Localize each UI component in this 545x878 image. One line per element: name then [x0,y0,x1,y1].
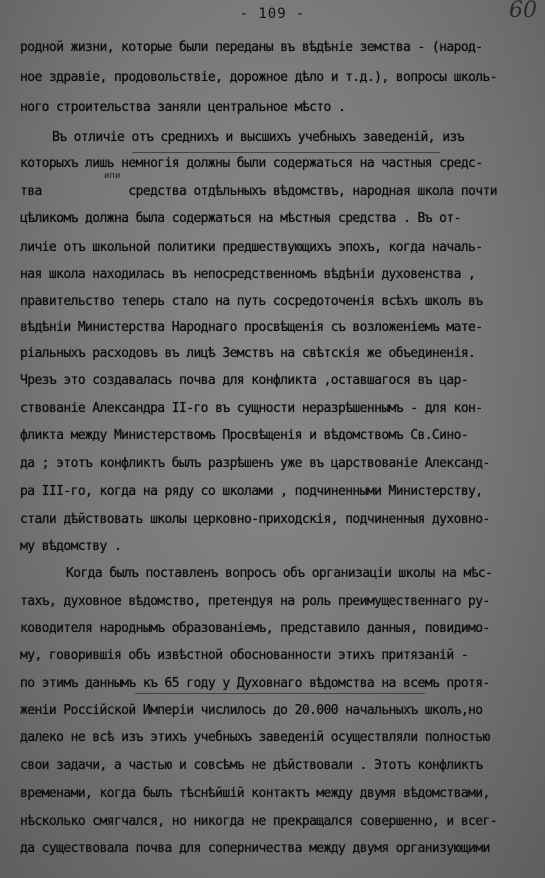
text-line: ра III-го, когда на ряду со школами , подчиненными Министерству, [20,484,483,499]
text-line: стали дѣйствовать школы церковно-приходскія, подчиненныя духовно- [20,512,490,527]
text-line: Когда былъ поставленъ вопросъ объ организаціи школы на мѣс- [66,566,493,581]
text-line: свои задачи, а частью и совсѣмъ не дѣйствовали . Этотъ конфликтъ [20,758,483,773]
text-line: Въ отличіе отъ среднихъ и высшихъ учебныхъ заведеній, изъ [52,130,464,145]
text-line: ствованіе Александра II-го въ сущности неразрѣшеннымъ - для кон- [20,401,483,416]
text-line: по этимъ даннымъ къ 65 году у Духовнаго вѣдомства на всемъ протя- [20,676,490,691]
text-line: женіи Россійской Имперіи числилось до 20.000 начальныхъ школъ,но [20,703,483,718]
text-line: Чрезъ это создавалась почва для конфликта ,оставшагося въ цар- [20,373,469,388]
pencil-underline [135,693,425,694]
text-line: ное здравіе, продовольствіе, дорожное дѣло и т.д.), вопросы школь- [20,70,497,85]
text-line: личіе отъ школьной политики предшествующихъ эпохъ, когда началь- [20,240,483,255]
text-line: тахъ, духовное вѣдомство, претендуя на роль преимущественнаго ру- [20,594,490,609]
text-line: правительство теперь стало на путь сосредоточенія всѣхъ школъ въ [20,294,483,309]
text-line: ная школа находилась въ непосредственномъ вѣдѣніи духовенства , [20,267,476,282]
text-line: ріальныхъ расходовъ въ лицѣ Земствъ на свѣтскія же объединенія. [20,346,476,361]
text-line: му, говорившія объ извѣстной обоснованности этихъ притязаній - [20,648,469,663]
text-line: цѣликомъ должна была содержаться на мѣстныя средства . Въ от- [20,211,461,226]
text-line: ководителя народнымъ образованіемъ, представило данныя, повидимо- [20,621,490,636]
text-line: му вѣдомству . [20,539,122,554]
text-line: да существовала почва для соперничества между двумя организующими [20,841,490,856]
text-line: родной жизни, которые были переданы въ вѣдѣніе земства - (народ- [20,40,483,55]
text-line: тва средства отдѣльныхъ вѣдомствъ, народная школа почти [20,184,497,199]
pencil-underline [132,152,440,153]
text-line: временами, когда былъ тѣснѣйшій контактъ между двумя вѣдомствами, [20,786,490,801]
text-line: фликта между Министерствомъ Просвѣщенія и вѣдомствомъ Св.Сино- [20,428,469,443]
interlinear-note: или [104,171,121,181]
page-number: - 109 - [239,6,306,22]
text-line: далеко не всѣ изъ этихъ учебныхъ заведеній осуществляли полностью [20,730,490,745]
handwritten-page-mark: 60 [509,0,537,23]
text-line: нѣсколько смягчался, но никогда не прекращался совершенно, и всег- [20,814,497,829]
text-line: да ; этотъ конфликтъ былъ разрѣшенъ уже въ царствованіе Александ- [20,456,490,471]
text-line: ного строительства заняли центральное мѣсто . [20,100,346,115]
text-line: которыхъ лишь немногія должны были содержаться на частныя средс- [20,156,483,171]
text-line: вѣдѣніи Министерства Народнаго просвѣщенія съ возложеніемъ мате- [20,320,483,335]
